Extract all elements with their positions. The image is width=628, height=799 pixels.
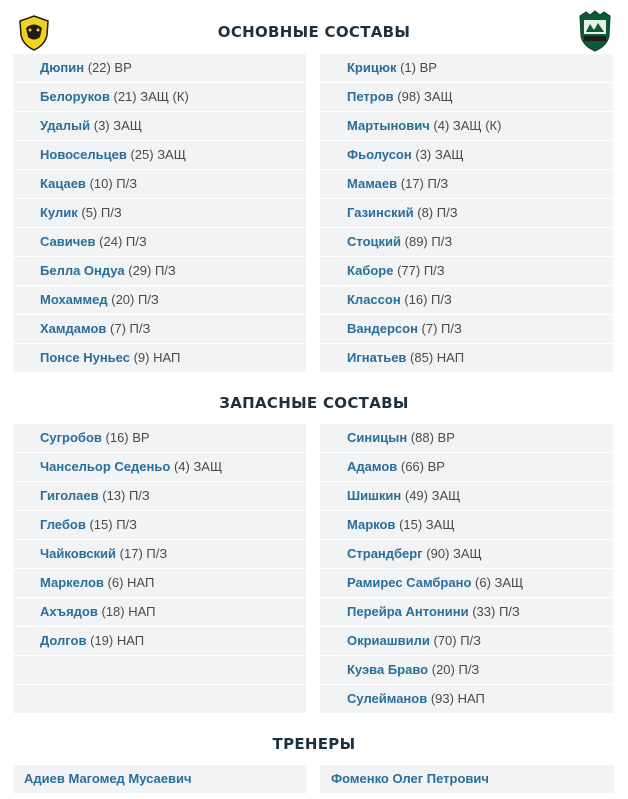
substitutes-title: ЗАПАСНЫЕ СОСТАВЫ <box>219 394 409 412</box>
player-name[interactable]: Рамирес Самбрано <box>347 575 472 590</box>
starting-lineups-title: ОСНОВНЫЕ СОСТАВЫ <box>217 23 411 41</box>
home-coach[interactable]: Адиев Магомед Мусаевич <box>13 765 307 793</box>
player-meta: (10) П/З <box>89 176 138 191</box>
player-name[interactable]: Сулейманов <box>347 691 428 706</box>
player-row <box>13 286 306 315</box>
player-name[interactable]: Петров <box>347 89 394 104</box>
player-name[interactable]: Долгов <box>40 633 87 648</box>
player-meta: (5) П/З <box>81 205 122 220</box>
player-row <box>13 315 306 344</box>
player-meta: (21) ЗАЩ (К) <box>113 89 189 104</box>
player-name[interactable]: Окриашвили <box>347 633 430 648</box>
player-row <box>320 141 613 170</box>
player-meta: (29) П/З <box>128 263 176 278</box>
player-row <box>320 482 613 511</box>
player-row <box>13 540 306 569</box>
player-name[interactable]: Вандерсон <box>347 321 418 336</box>
player-name[interactable]: Чансельор Седеньо <box>40 459 171 474</box>
player-meta: (16) ВР <box>105 430 150 445</box>
player-meta: (25) ЗАЩ <box>130 147 186 162</box>
player-row <box>320 569 613 598</box>
player-row <box>320 170 613 199</box>
player-name[interactable]: Газинский <box>347 205 414 220</box>
player-row <box>320 685 613 713</box>
player-meta: (6) НАП <box>107 575 155 590</box>
player-meta: (6) ЗАЩ <box>475 575 524 590</box>
player-meta: (24) П/З <box>99 234 147 249</box>
player-name[interactable]: Удалый <box>40 118 91 133</box>
player-meta: (17) П/З <box>119 546 168 561</box>
player-meta: (13) П/З <box>102 488 150 503</box>
player-name[interactable]: Белоруков <box>40 89 110 104</box>
player-name[interactable]: Мохаммед <box>40 292 108 307</box>
player-name[interactable]: Крицюк <box>347 60 397 75</box>
player-row <box>13 598 306 627</box>
player-name[interactable]: Перейра Антонини <box>347 604 469 619</box>
player-name[interactable]: Мамаев <box>347 176 398 191</box>
player-row <box>13 344 306 372</box>
coaches-title: ТРЕНЕРЫ <box>272 735 356 753</box>
player-row <box>320 315 613 344</box>
player-row <box>13 627 306 656</box>
player-name[interactable]: Маркелов <box>40 575 104 590</box>
player-row <box>13 228 306 257</box>
player-name[interactable]: Стоцкий <box>347 234 402 249</box>
empty-row <box>13 685 306 713</box>
player-meta: (3) ЗАЩ <box>93 118 142 133</box>
player-row <box>320 228 613 257</box>
player-name[interactable]: Чайковский <box>40 546 117 561</box>
player-name[interactable]: Сугробов <box>40 430 102 445</box>
player-meta: (18) НАП <box>101 604 156 619</box>
player-row <box>13 54 306 83</box>
player-name[interactable]: Классон <box>347 292 401 307</box>
player-row <box>320 83 613 112</box>
player-name[interactable]: Фьолусон <box>347 147 412 162</box>
player-row <box>13 83 306 112</box>
player-row <box>13 453 306 482</box>
player-row <box>320 453 613 482</box>
player-name[interactable]: Понсе Нуньес <box>40 350 130 365</box>
player-name[interactable]: Глебов <box>40 517 86 532</box>
player-row <box>320 257 613 286</box>
player-meta: (66) ВР <box>400 459 445 474</box>
player-name[interactable]: Страндберг <box>347 546 423 561</box>
player-row <box>13 199 306 228</box>
player-row <box>13 511 306 540</box>
player-name[interactable]: Марков <box>347 517 396 532</box>
player-meta: (15) П/З <box>89 517 138 532</box>
player-meta: (85) НАП <box>410 350 465 365</box>
player-row <box>13 141 306 170</box>
player-row <box>320 344 613 372</box>
player-name[interactable]: Кулик <box>40 205 78 220</box>
player-row <box>13 112 306 141</box>
player-name[interactable]: Дюпин <box>40 60 85 75</box>
player-row <box>320 286 613 315</box>
player-row <box>13 170 306 199</box>
player-row <box>320 54 613 83</box>
home-starting-list <box>13 54 306 372</box>
player-meta: (98) ЗАЩ <box>397 89 453 104</box>
player-name[interactable]: Хамдамов <box>40 321 107 336</box>
player-meta: (70) П/З <box>433 633 482 648</box>
player-row <box>13 569 306 598</box>
player-meta: (19) НАП <box>90 633 145 648</box>
player-name[interactable]: Каборе <box>347 263 394 278</box>
player-meta: (7) П/З <box>421 321 462 336</box>
player-row <box>320 540 613 569</box>
player-meta: (15) ЗАЩ <box>399 517 455 532</box>
player-row <box>320 656 613 685</box>
player-meta: (1) ВР <box>400 60 437 75</box>
player-name[interactable]: Кацаев <box>40 176 86 191</box>
player-meta: (33) П/З <box>472 604 520 619</box>
player-meta: (93) НАП <box>430 691 485 706</box>
player-row <box>320 511 613 540</box>
player-meta: (7) П/З <box>110 321 151 336</box>
player-name[interactable]: Игнатьев <box>347 350 407 365</box>
player-row <box>320 199 613 228</box>
player-name[interactable]: Шишкин <box>347 488 402 503</box>
player-meta: (22) ВР <box>87 60 132 75</box>
player-meta: (88) ВР <box>410 430 455 445</box>
player-name[interactable]: Ахъядов <box>40 604 98 619</box>
player-name[interactable]: Савичев <box>40 234 96 249</box>
player-meta: (20) П/З <box>431 662 480 677</box>
away-subs-list <box>320 424 613 713</box>
player-meta: (90) ЗАЩ <box>426 546 482 561</box>
player-meta: (4) ЗАЩ <box>173 459 223 474</box>
player-row <box>13 424 306 453</box>
player-row <box>13 257 306 286</box>
player-meta: (77) П/З <box>397 263 445 278</box>
player-meta: (4) ЗАЩ (К) <box>433 118 502 133</box>
away-starting-list <box>320 54 613 372</box>
player-meta: (16) П/З <box>404 292 452 307</box>
player-meta: (20) П/З <box>111 292 159 307</box>
player-name[interactable]: Гиголаев <box>40 488 99 503</box>
player-meta: (8) П/З <box>417 205 458 220</box>
player-meta: (3) ЗАЩ <box>415 147 464 162</box>
player-row <box>13 482 306 511</box>
player-meta: (49) ЗАЩ <box>404 488 461 503</box>
player-name[interactable]: Куэва Браво <box>347 662 429 677</box>
player-name[interactable]: Мартынович <box>347 118 430 133</box>
home-subs-list <box>13 424 306 713</box>
player-row <box>320 112 613 141</box>
away-coach[interactable]: Фоменко Олег Петрович <box>320 765 614 793</box>
player-meta: (9) НАП <box>133 350 181 365</box>
player-name[interactable]: Адамов <box>347 459 398 474</box>
player-meta: (89) П/З <box>404 234 453 249</box>
player-name[interactable]: Новосельцев <box>40 147 127 162</box>
player-row <box>320 424 613 453</box>
player-name[interactable]: Белла Ондуа <box>40 263 125 278</box>
player-name[interactable]: Синицын <box>347 430 408 445</box>
player-row <box>320 598 613 627</box>
player-meta: (17) П/З <box>400 176 449 191</box>
player-row <box>320 627 613 656</box>
empty-row <box>13 656 306 685</box>
